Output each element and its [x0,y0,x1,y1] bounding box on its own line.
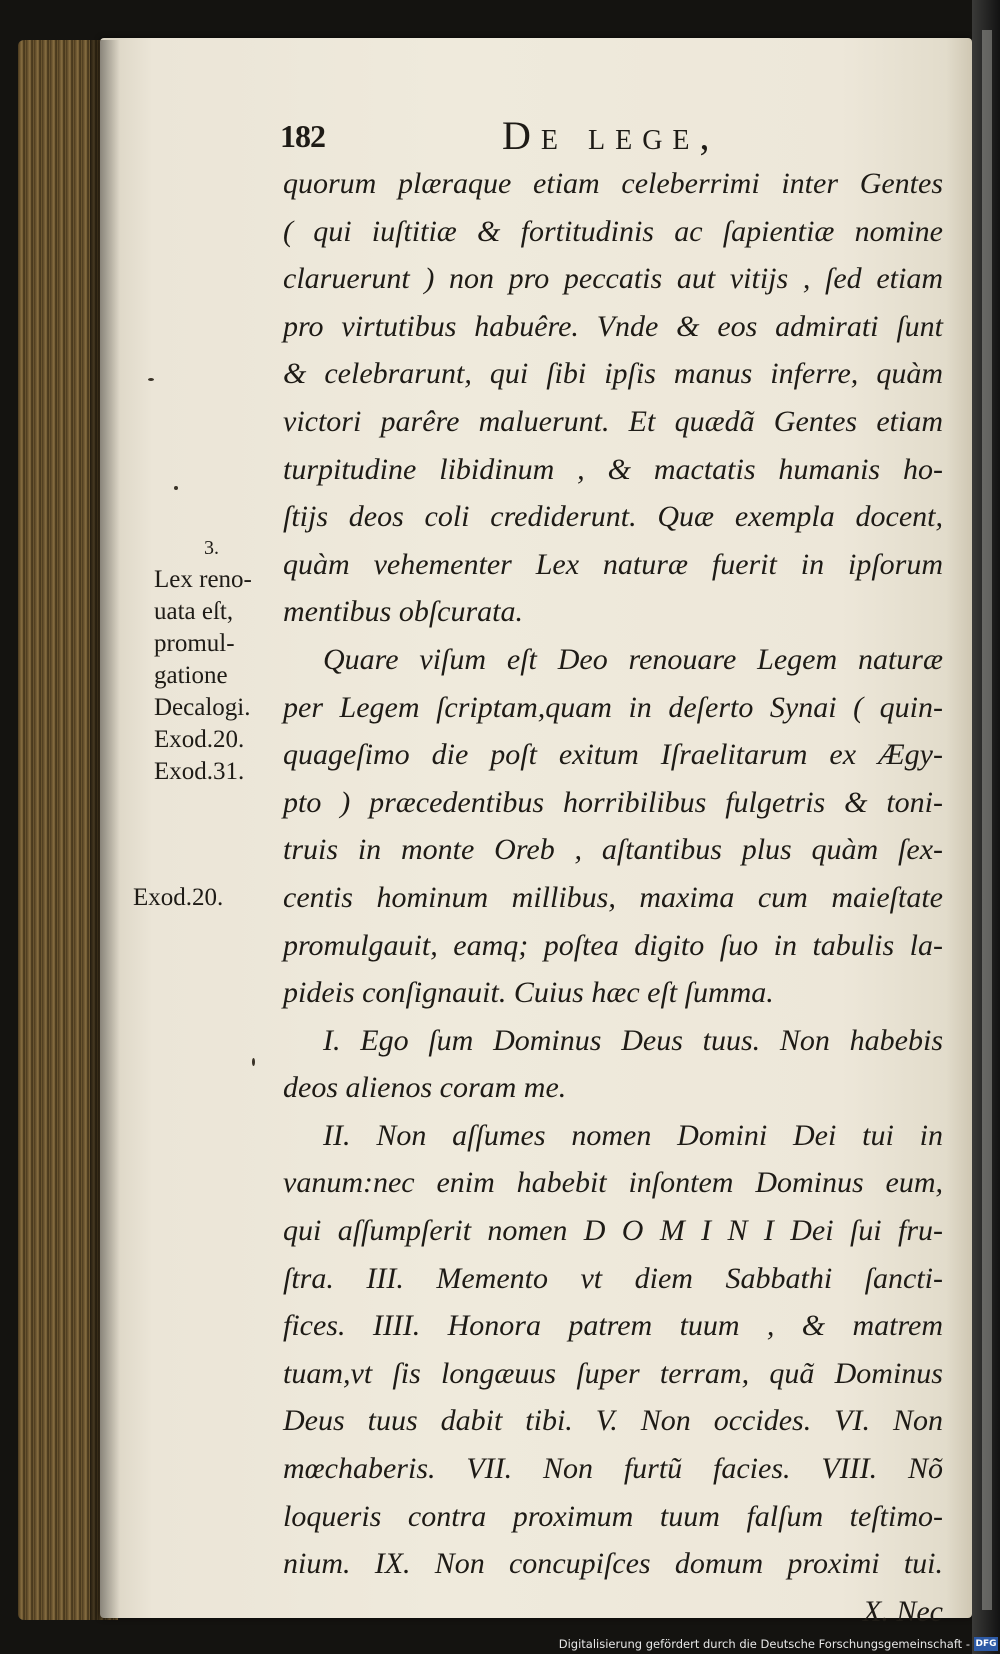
page-number: 182 [280,118,325,154]
page-edge-shadow [90,40,120,1620]
binding-gutter [972,0,1000,1654]
text-line: quorum plæraque etiam celeberrimi inter Gentes [283,167,943,200]
text-line: Quare viſum eſt Deo renouare Legem naturæ [323,642,943,676]
digitization-credit: Digitalisierung gefördert durch die Deutsche Forschungsgemeinschaft - [558,1637,970,1651]
margin-note-exodus: Exod.20. [133,884,224,911]
text-line: vanum:nec enim habebit inſontem Dominus eum, [283,1166,943,1200]
text-line: pto ) præcedentibus horribilibus fulgetris & toni- [283,785,943,819]
text-line: qui aſſumpſerit nomen D O M I N I Dei ſui fru- [283,1214,943,1248]
margin-note: promul- [154,630,235,657]
dfg-logo: DFG [975,1639,997,1649]
margin-note: Exod.31. [154,758,245,785]
text-line: ( qui iuſtitiæ & fortitudinis ac ſapientiæ nomine [283,214,943,248]
digitization-credit-bar [558,1636,1000,1654]
gutter-strip [982,30,992,1610]
margin-note: Decalogi. [154,694,251,721]
margin-note: gatione [154,662,228,689]
text-line: ſtra. III. Memento vt diem Sabbathi ſancti- [283,1261,943,1295]
text-line: loqueris contra proximum tuum falſum teſtimo- [283,1499,943,1533]
margin-note: Lex reno- [154,566,252,593]
text-line: I. Ego ſum Dominus Deus tuus. Non habebis [323,1023,943,1057]
text-line: pro virtutibus habuêre. Vnde & eos admirati ſunt [283,309,943,343]
text-line: centis hominum millibus, maxima cum maieſtate [283,880,943,914]
text-line: nium. IX. Non concupiſces domum proximi tui. [283,1547,943,1581]
text-line: victori parêre maluerunt. Et quædã Gentes etiam [283,404,943,438]
text-line: truis in monte Oreb , aſtantibus plus quàm ſex- [283,833,943,867]
margin-note: Exod.20. [154,726,245,753]
text-line: ſtijs deos coli crediderunt. Quæ exempla docent, [283,500,943,534]
paper-speck [148,378,154,381]
text-line: mœchaberis. VII. Non furtũ facies. VIII. Nõ [283,1452,943,1486]
margin-note-number: 3. [204,537,219,559]
text-line: II. Non aſſumes nomen Domini Dei tui in [323,1118,943,1152]
body-text [283,160,943,1635]
text-line: per Legem ſcriptam,quam in deſerto Synai ( quin- [283,690,943,724]
text-line: deos alienos coram me. [283,1071,567,1105]
text-line: promulgauit, eamq; poſtea digito ſuo in tabulis la- [283,928,943,962]
margin-note: uata eſt, [154,598,234,625]
paper-speck [252,1058,255,1066]
text-line: quageſimo die poſt exitum Iſraelitarum ex Ægy- [283,738,943,772]
text-line: claruerunt ) non pro peccatis aut vitijs , ſed etiam [283,262,943,296]
running-head [280,112,940,162]
header-title: De lege, [502,113,720,158]
text-line: turpitudine libidinum , & mactatis humanis ho- [283,452,943,486]
text-line: quàm vehementer Lex naturæ fuerit in ipſorum [283,547,943,581]
text-line: & celebrarunt, qui ſibi ipſis manus inferre, quàm [283,357,943,391]
paper-speck [174,486,178,490]
text-line: fices. IIII. Honora patrem tuum , & matrem [283,1309,943,1343]
text-line: tuam,vt ſis longæuus ſuper terram, quã Dominus [283,1356,943,1390]
margin-notes [154,532,284,788]
text-line: pideis conſignauit. Cuius hæc eſt ſumma. [283,976,774,1010]
text-line: Deus tuus dabit tibi. V. Non occides. VI. Non [283,1404,943,1438]
text-line: mentibus obſcurata. [283,595,523,629]
catchword-line: X. Nec [863,1594,943,1628]
